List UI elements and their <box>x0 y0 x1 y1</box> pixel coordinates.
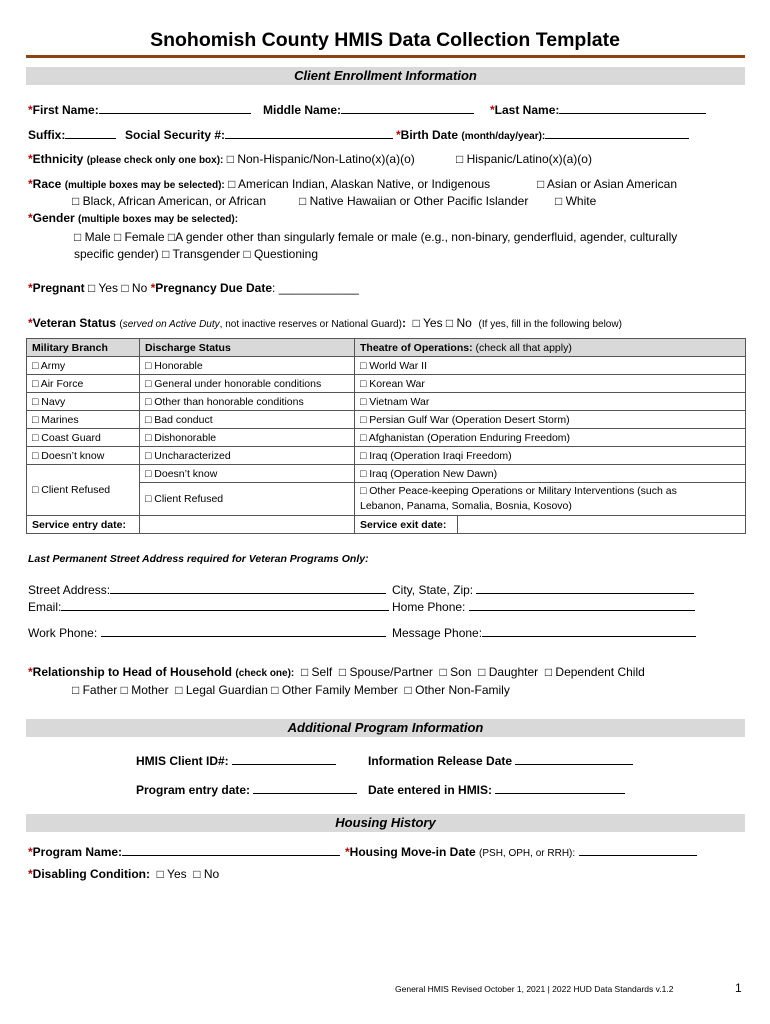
theatre-cell[interactable]: □ Iraq (Operation New Dawn) <box>355 465 746 483</box>
home-phone-field[interactable] <box>469 598 695 611</box>
email-label: Email: <box>28 600 62 614</box>
gender-note: (multiple boxes may be selected): <box>78 214 239 225</box>
discharge-cell[interactable]: □ Uncharacterized <box>140 447 355 465</box>
release-date-field[interactable] <box>515 752 633 765</box>
table-row <box>27 429 746 447</box>
discharge-cell[interactable]: □ Honorable <box>140 357 355 375</box>
last-name-field[interactable] <box>559 101 706 114</box>
suffix-row <box>28 126 116 142</box>
ethnicity-label: Ethnicity <box>32 152 84 166</box>
entry-date-field[interactable] <box>253 781 357 794</box>
last-name-row <box>490 101 706 117</box>
race-option: White <box>565 194 597 208</box>
race-option-black <box>72 194 266 208</box>
middle-name-row <box>263 101 474 117</box>
client-id-field[interactable] <box>232 752 336 765</box>
branch-cell[interactable]: □ Doesn’t know <box>27 447 140 465</box>
birth-date-label: Birth Date <box>400 128 459 142</box>
branch-cell[interactable]: □ Coast Guard <box>27 429 140 447</box>
move-in-field[interactable] <box>579 843 697 856</box>
birth-date-field[interactable] <box>545 126 689 139</box>
branch-cell[interactable]: □ Army <box>27 357 140 375</box>
home-phone-row <box>392 598 695 614</box>
theatre-cell[interactable]: □ Other Peace-keeping Operations or Military Interventions (such as Lebanon, Panama, Somalia, Bosnia, Kosovo) <box>355 483 746 516</box>
table-row <box>27 393 746 411</box>
theatre-cell[interactable]: □ Persian Gulf War (Operation Desert Storm) <box>355 411 746 429</box>
first-name-label: First Name: <box>32 103 99 117</box>
table-row <box>27 411 746 429</box>
no-label: No <box>131 281 148 295</box>
program-name-field[interactable] <box>122 843 340 856</box>
move-in-row <box>345 843 697 859</box>
first-name-field[interactable] <box>99 101 251 114</box>
discharge-cell[interactable]: □ Bad conduct <box>140 411 355 429</box>
veteran-note: served on Active Duty <box>122 319 220 330</box>
move-in-note: (PSH, OPH, or RRH): <box>479 848 576 859</box>
table-header-row <box>27 339 746 357</box>
theatre-cell[interactable]: □ Afghanistan (Operation Enduring Freedom) <box>355 429 746 447</box>
yes-label: Yes <box>98 281 118 295</box>
no-label: No <box>456 316 472 330</box>
street-field[interactable] <box>110 581 386 594</box>
branch-cell[interactable]: □ Marines <box>27 411 140 429</box>
city-row <box>392 581 694 597</box>
checkbox[interactable]: □ <box>555 194 563 208</box>
discharge-cell[interactable]: □ General under honorable conditions <box>140 375 355 393</box>
table-row <box>27 375 746 393</box>
required-marker: * <box>28 211 33 225</box>
title-rule <box>26 55 745 58</box>
service-exit-label: Service exit date: <box>355 516 458 534</box>
work-phone-row <box>28 624 386 640</box>
required-marker: * <box>345 845 350 859</box>
colon: : <box>272 281 276 295</box>
gender-option: Transgender <box>172 247 241 261</box>
client-id-row <box>136 752 336 768</box>
page-title: Snohomish County HMIS Data Collection Template <box>150 29 620 51</box>
branch-cell[interactable]: □ Navy <box>27 393 140 411</box>
race-option-hawaiian <box>299 194 528 208</box>
required-marker: * <box>28 281 33 295</box>
veteran-if-note: (If yes, fill in the following below) <box>478 319 622 330</box>
section-header-additional: Additional Program Information <box>26 719 745 737</box>
veteran-note: , not inactive reserves or National Guard) <box>219 319 402 330</box>
date-entered-label: Date entered in HMIS: <box>368 783 493 797</box>
theatre-cell[interactable]: □ Vietnam War <box>355 393 746 411</box>
race-note: (multiple boxes may be selected): <box>64 180 225 191</box>
checkbox[interactable]: □ <box>72 683 80 697</box>
last-name-label: Last Name: <box>494 103 560 117</box>
birth-date-format: (month/day/year): <box>461 131 546 142</box>
header-theatre: Theatre of Operations: (check all that apply) <box>355 339 746 357</box>
discharge-cell[interactable]: □ Dishonorable <box>140 429 355 447</box>
table-row <box>27 465 746 483</box>
checkbox[interactable]: □ <box>156 867 164 881</box>
ssn-field[interactable] <box>225 126 393 139</box>
checkbox[interactable]: □ <box>299 194 307 208</box>
checkbox[interactable]: □ <box>228 177 236 191</box>
checkbox[interactable]: □ <box>404 683 412 697</box>
no-label: No <box>203 867 220 881</box>
required-marker: * <box>28 177 33 191</box>
gender-options-line-1 <box>74 230 677 244</box>
checkbox[interactable]: □ <box>113 230 122 244</box>
discharge-cell[interactable]: □ Client Refused <box>140 483 355 516</box>
veteran-table <box>26 338 746 534</box>
email-row <box>28 598 389 614</box>
discharge-cell[interactable]: □ Doesn’t know <box>140 465 355 483</box>
gender-label: Gender <box>32 211 75 225</box>
ethnicity-note: (please check only one box): <box>86 155 224 166</box>
required-marker: * <box>28 152 33 166</box>
middle-name-field[interactable] <box>341 101 474 114</box>
pregnant-label: Pregnant <box>32 281 85 295</box>
middle-name-label: Middle Name: <box>263 103 342 117</box>
yes-label: Yes <box>423 316 443 330</box>
required-marker: * <box>28 845 33 859</box>
checkbox[interactable]: □ <box>300 665 309 679</box>
date-entered-row <box>368 781 625 797</box>
gender-options-line-2 <box>74 247 318 261</box>
race-option: American Indian, Alaskan Native, or Indigenous <box>238 177 491 191</box>
page-number: 1 <box>735 981 742 995</box>
header-military-branch: Military Branch <box>27 339 140 357</box>
home-phone-label: Home Phone: <box>392 600 466 614</box>
ssn-label: Social Security #: <box>125 128 226 142</box>
theatre-cell[interactable]: □ Korean War <box>355 375 746 393</box>
race-option-asian <box>537 177 677 191</box>
table-row <box>27 447 746 465</box>
first-name-row <box>28 101 251 117</box>
checkbox[interactable]: □ <box>175 683 183 697</box>
veteran-note: ( <box>119 319 123 330</box>
table-row <box>27 357 746 375</box>
yes-label: Yes <box>167 867 187 881</box>
message-phone-field[interactable] <box>482 624 696 637</box>
checkbox[interactable]: □ <box>338 665 347 679</box>
checkbox[interactable]: □ <box>243 247 251 261</box>
due-date-label: Pregnancy Due Date <box>155 281 272 295</box>
required-marker: * <box>28 103 33 117</box>
race-option: Asian or Asian American <box>546 177 677 191</box>
footer-text: General HMIS Revised October 1, 2021 | 2022 HUD Data Standards v.1.2 <box>395 984 674 994</box>
header-discharge-status: Discharge Status <box>140 339 355 357</box>
checkbox[interactable]: □ <box>72 194 80 208</box>
theatre-cell[interactable]: □ Iraq (Operation Iraqi Freedom) <box>355 447 746 465</box>
race-option-white <box>555 194 596 208</box>
work-phone-field[interactable] <box>101 624 386 637</box>
race-option: Native Hawaiian or Other Pacific Islander <box>309 194 529 208</box>
section-header-housing: Housing History <box>26 814 745 832</box>
message-phone-row <box>392 624 696 640</box>
street-label: Street Address: <box>28 583 111 597</box>
ethnicity-row <box>28 152 415 166</box>
checkbox[interactable]: □ <box>226 152 234 166</box>
race-label: Race <box>32 177 62 191</box>
checkbox[interactable]: □ <box>162 247 170 261</box>
colon: : <box>401 316 406 330</box>
relationship-note: (check one): <box>235 668 295 679</box>
ethnicity-option-2 <box>456 152 592 166</box>
birth-date-row <box>396 126 689 142</box>
relationship-row-2: □ Father □ Mother □ Legal Guardian □ Other Family Member □ Other Non-Family <box>72 683 510 697</box>
checkbox[interactable]: □ <box>121 281 129 295</box>
checkbox[interactable]: □ <box>412 316 420 330</box>
checkbox[interactable]: □ <box>537 177 545 191</box>
suffix-label: Suffix: <box>28 128 66 142</box>
checkbox[interactable]: □ <box>271 683 279 697</box>
required-marker: * <box>396 128 401 142</box>
race-option: Black, African American, or African <box>82 194 267 208</box>
move-in-label: Housing Move-in Date <box>349 845 476 859</box>
checkbox[interactable]: □ <box>88 281 96 295</box>
checkbox[interactable]: □ <box>439 665 447 679</box>
entry-date-row <box>136 781 357 797</box>
relationship-row: *Relationship to Head of Household (check one): □ Self □ Spouse/Partner □ Son □ Daughter □ Dependent Child <box>28 665 645 679</box>
gender-option: Male <box>84 230 111 244</box>
program-name-label: Program Name: <box>32 845 123 859</box>
checkbox[interactable]: □ <box>193 867 201 881</box>
checkbox[interactable]: □ <box>544 665 553 679</box>
race-row <box>28 177 490 191</box>
gender-option: A gender other than singularly female or male (e.g., non-binary, genderfluid, agender, culturally <box>175 230 678 244</box>
due-date-field[interactable]: ____________ <box>278 281 359 295</box>
ethnicity-option: Hispanic/Latino(x)(a)(o) <box>466 152 592 166</box>
street-row <box>28 581 386 597</box>
checkbox[interactable]: □ <box>478 665 486 679</box>
ethnicity-option: Non-Hispanic/Non-Latino(x)(a)(o) <box>237 152 415 166</box>
table-row-dates <box>27 516 746 534</box>
gender-option: specific gender) <box>74 247 159 261</box>
disabling-label: Disabling Condition: <box>32 867 150 881</box>
discharge-cell[interactable]: □ Other than honorable conditions <box>140 393 355 411</box>
gender-row <box>28 211 238 225</box>
required-marker: * <box>28 867 33 881</box>
theatre-cell[interactable]: □ World War II <box>355 357 746 375</box>
service-entry-field[interactable] <box>140 516 355 534</box>
city-label: City, State, Zip: <box>392 583 474 597</box>
entry-date-label: Program entry date: <box>136 783 251 797</box>
program-name-row <box>28 843 340 859</box>
checkbox[interactable]: □ <box>456 152 464 166</box>
service-entry-label: Service entry date: <box>27 516 140 534</box>
required-marker: * <box>150 281 156 295</box>
branch-cell[interactable]: □ Air Force <box>27 375 140 393</box>
gender-option: Female <box>124 230 165 244</box>
work-phone-label: Work Phone: <box>28 626 98 640</box>
section-header-enrollment: Client Enrollment Information <box>26 67 745 85</box>
pregnant-row <box>28 281 359 295</box>
address-note: Last Permanent Street Address required for Veteran Programs Only: <box>28 553 369 565</box>
suffix-field[interactable] <box>65 126 116 139</box>
disabling-row <box>28 867 219 881</box>
message-phone-label: Message Phone: <box>392 626 483 640</box>
checkbox[interactable]: □ <box>445 316 454 330</box>
date-entered-field[interactable] <box>495 781 625 794</box>
ssn-row <box>125 126 393 142</box>
veteran-label: Veteran Status <box>32 316 117 330</box>
checkbox[interactable]: □ <box>74 230 82 244</box>
checkbox[interactable]: □ <box>167 230 176 244</box>
veteran-row <box>28 316 622 330</box>
release-date-label: Information Release Date <box>368 754 513 768</box>
city-field[interactable] <box>476 581 694 594</box>
relationship-label: Relationship to Head of Household <box>32 665 233 679</box>
branch-cell[interactable]: □ Client Refused <box>27 465 140 516</box>
required-marker: * <box>28 665 33 679</box>
checkbox[interactable]: □ <box>120 683 128 697</box>
required-marker: * <box>28 316 33 330</box>
email-field[interactable] <box>61 598 389 611</box>
gender-option: Questioning <box>253 247 319 261</box>
required-marker: * <box>490 103 495 117</box>
client-id-label: HMIS Client ID#: <box>136 754 229 768</box>
release-date-row <box>368 752 633 768</box>
service-exit-field[interactable] <box>458 516 746 534</box>
